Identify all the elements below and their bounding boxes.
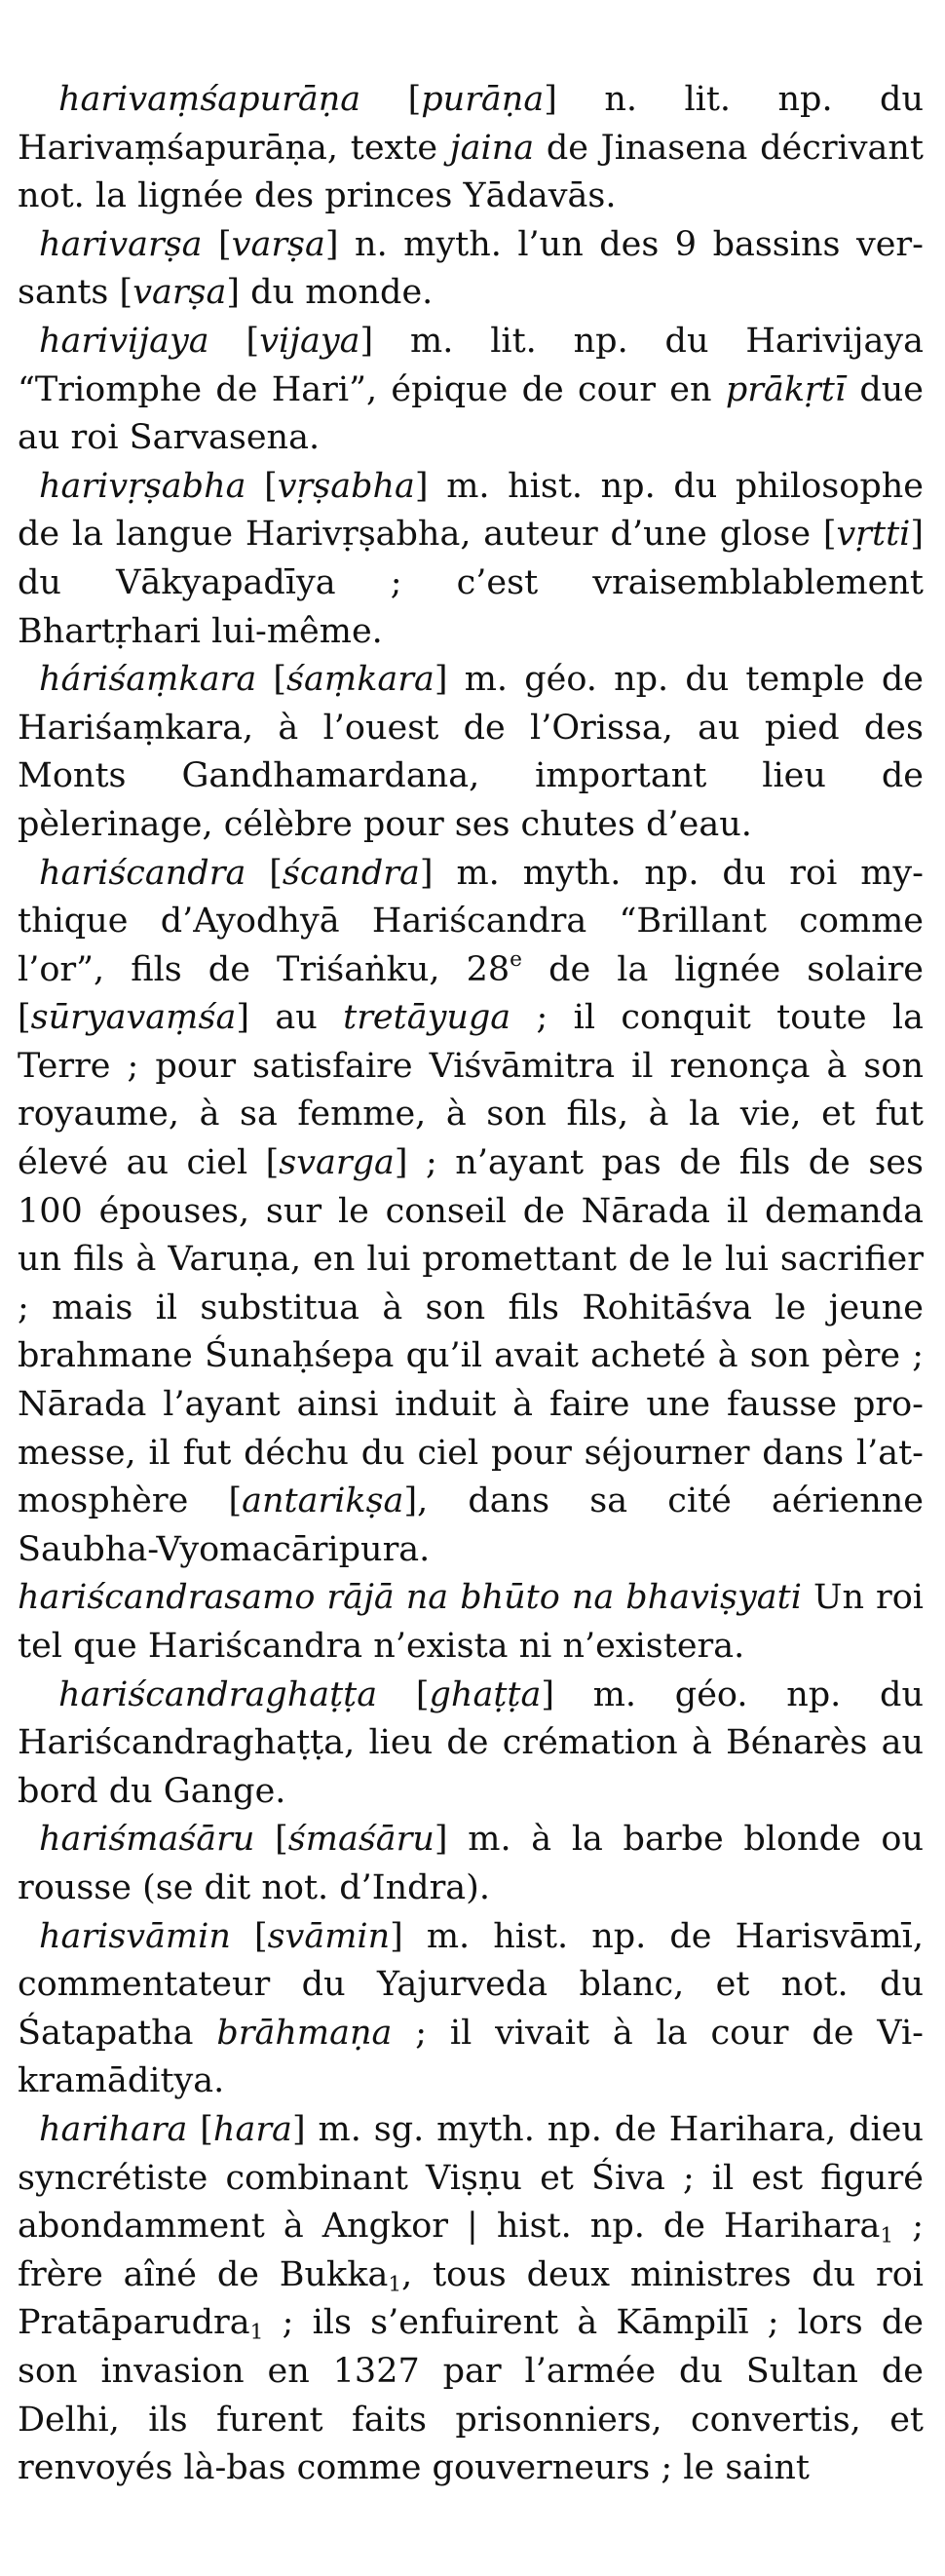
headword: hariścandraghaṭṭa [58, 1674, 378, 1714]
entry-harivrsabha [18, 463, 924, 656]
headword: hariśmaśāru [39, 1820, 255, 1860]
definition-text: ] m. myth. np. du roi mythique d’Ayodhyā Hariścandra “Brillant comme l’or”, fils de Triśaṅku, 28 [18, 853, 924, 989]
definition-text: ] du Vākyapadīya ; c’est vraisemblablement Bhartṛhari lui-même. [18, 515, 924, 651]
italic-term: antarikṣa [242, 1481, 404, 1521]
definition-text: [ [254, 1820, 288, 1860]
definition-text: , tous deux ministres du roi Pratāparudra [18, 2254, 924, 2343]
italic-term: svāmin [267, 1916, 391, 1956]
entry-harivijaya [18, 318, 924, 463]
italic-term: śmaśāru [287, 1820, 435, 1860]
definition-text: [ [230, 1916, 268, 1956]
headword: hariścandrasamo rājā na bhūto na bhaviṣyati [18, 1578, 802, 1618]
definition-text: ], dans sa cité aérienne Saubha-Vyomacāripura. [18, 1481, 924, 1569]
entry-harivarsa [18, 221, 924, 318]
entry-hariscandrasamo [18, 1574, 924, 1671]
headword: harivaṃśapurāṇa [58, 80, 361, 119]
italic-term: varṣa [231, 224, 325, 264]
definition-text: de Jinasena décrivant not. la lignée des princes Yādavās. [18, 128, 924, 216]
headword: háriśaṃkara [39, 660, 257, 700]
headword: hariścandra [39, 853, 246, 893]
italic-term: vṛtti [836, 515, 911, 555]
definition-text: ] m. hist. np. de Harisvāmī, commentateur du Yajurveda blanc, et not. du Śatapatha [18, 1916, 924, 2053]
definition-text: ; ils s’enfuirent à Kāmpilī ; lors de son invasion en 1327 par l’armée du Sultan de Delhi, ils furent faits prisonniers, convertis, et renvoyés là-bas comme gouverneurs ; le saint [18, 2303, 924, 2488]
definition-text: Un roi tel que Hariścandra n’exista ni n’existera. [18, 1578, 925, 1666]
definition-text: [ [246, 853, 283, 893]
headword: harihara [39, 2109, 188, 2149]
definition-text: ] m. hist. np. du philosophe de la langue Harivṛṣabha, auteur d’une glose [ [18, 466, 924, 555]
definition-text: ] m. géo. np. du Hariścandraghaṭṭa, lieu de crémation à Bénarès au bord du Gange. [18, 1674, 924, 1811]
definition-text: [ [187, 2109, 213, 2149]
definition-text: [ [256, 660, 287, 700]
definition-text: ] du monde. [226, 273, 434, 313]
headword: harivṛṣabha [39, 466, 246, 506]
definition-text: ] n. myth. l’un des 9 bassins versants [ [18, 224, 924, 313]
entry-harisvamin [18, 1913, 924, 2106]
definition-text: [ [377, 1674, 430, 1714]
definition-text: ; frère aîné de Bukka [18, 2207, 924, 2294]
definition-text: [ [208, 321, 260, 361]
definition-text: ; il conquit toute la Terre ; pour satisfaire Viśvāmitra il renonça à son royaume, à sa femme, à son fils, à la vie, et fut élevé au ciel [ [18, 998, 924, 1183]
italic-term: varṣa [132, 273, 227, 313]
definition-text: ] m. lit. np. du Harivijaya “Triomphe de Hari”, épique de cour en [18, 321, 924, 409]
definition-text: ] m. sg. myth. np. de Harihara, dieu syncrétiste combinant Viṣṇu et Śiva ; il est figuré abondamment à Angkor | hist. np. de Harihara [18, 2109, 924, 2247]
italic-term: ścandra [282, 853, 420, 893]
definition-text: ] m. géo. np. du temple de Hariśaṃkara, à l’ouest de l’Orissa, au pied des Monts Gandhamardana, important lieu de pèlerinage, célèbre pour ses chutes d’eau. [18, 660, 924, 844]
entry-hariscandraghatta [18, 1672, 924, 1817]
definition-text: de la lignée solaire [ [18, 949, 925, 1038]
entry-hariscandra [18, 850, 924, 1575]
italic-term: sūryavaṃśa [30, 998, 237, 1038]
entry-harihara [18, 2106, 924, 2493]
italic-term: vṛṣabha [277, 466, 415, 506]
italic-term: hara [212, 2109, 292, 2149]
definition-text: [ [360, 80, 422, 119]
definition-text: ] n. lit. np. du Harivaṃśapurāṇa, texte [18, 80, 924, 168]
italic-term: brāhmaṇa [216, 2013, 393, 2053]
subscript-index: 1 [388, 2272, 402, 2297]
definition-text: ] ; n’ayant pas de fils de ses 100 épouses, sur le conseil de Nārada il demanda un fils à Varuṇa, en lui promettant de le lui sacrifier ; mais il substitua à son fils Rohitāśva le jeune brahmane Śunaḥśepa qu’il avait acheté à son père ; Nārada l’ayant ainsi induit à faire une fausse promesse, il fut déchu du ciel pour séjourner dans l’atmosphère [ [18, 1143, 924, 1521]
definition-text: [ [246, 466, 278, 506]
italic-term: prākṛtī [725, 369, 847, 409]
italic-term: purāṇa [421, 80, 545, 119]
italic-term: jaina [449, 128, 535, 168]
entry-harismasaru [18, 1816, 924, 1912]
subscript-index: 1 [880, 2223, 894, 2249]
italic-term: ghaṭṭa [429, 1674, 542, 1714]
headword: harisvāmin [39, 1916, 231, 1956]
definition-text: ] m. à la barbe blonde ou rousse (se dit not. d’Indra). [18, 1820, 924, 1907]
headword: harivarṣa [39, 224, 203, 264]
subscript-index: 1 [249, 2320, 264, 2345]
definition-text: ; il vivait à la cour de Vikramāditya. [18, 2013, 924, 2101]
definition-text: ] au [236, 998, 344, 1038]
definition-text: due au roi Sarvasena. [18, 369, 924, 458]
superscript: e [510, 946, 522, 972]
italic-term: vijaya [259, 321, 360, 361]
italic-term: tretāyuga [343, 998, 511, 1038]
entry-harisamkara [18, 656, 924, 849]
entry-harivamsapurana [18, 76, 924, 221]
definition-text: [ [202, 224, 232, 264]
headword: harivijaya [39, 321, 209, 361]
italic-term: svarga [279, 1143, 395, 1183]
italic-term: śaṃkara [286, 660, 435, 700]
